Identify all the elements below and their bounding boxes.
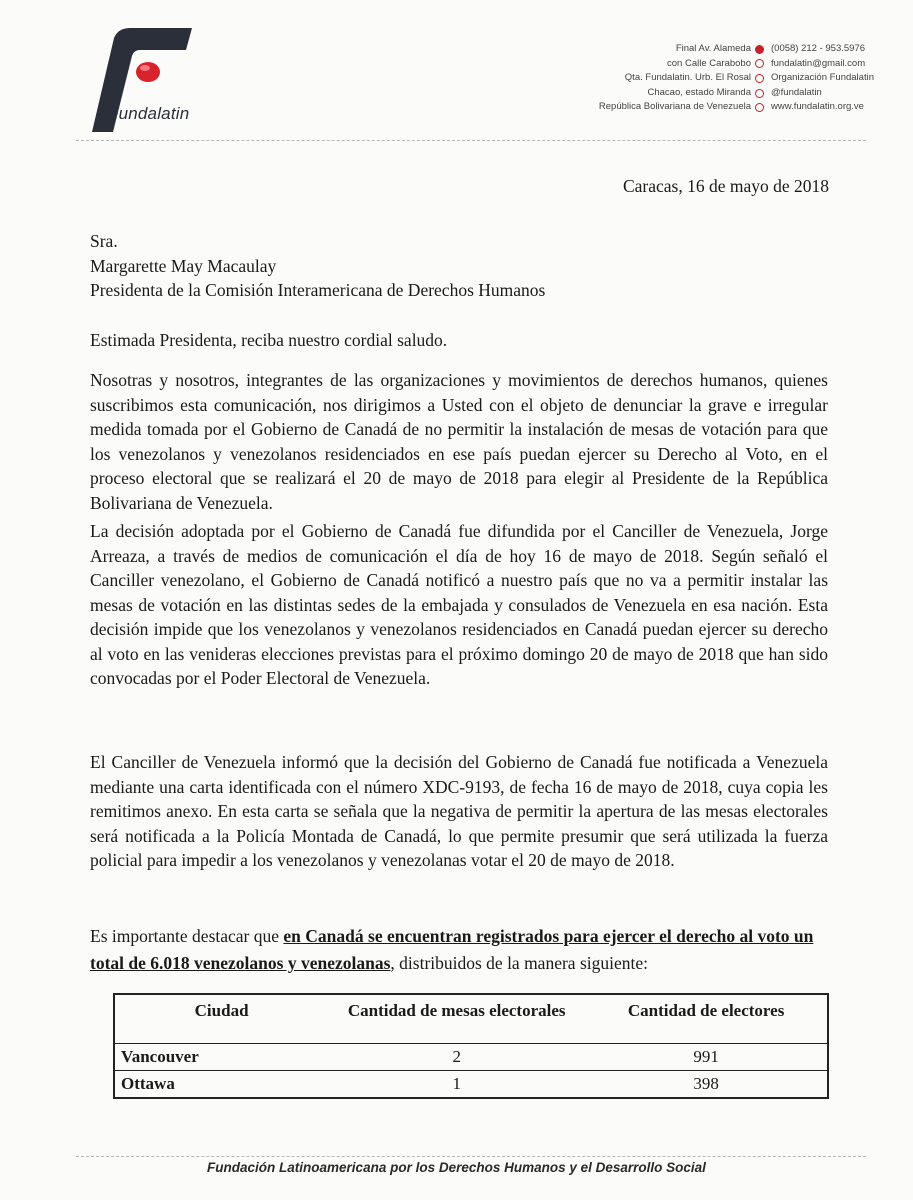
cell-tables: 2 bbox=[328, 1044, 585, 1071]
cell-voters: 991 bbox=[585, 1044, 828, 1071]
org-name: Fundalatin bbox=[108, 104, 190, 123]
header-city: Ciudad bbox=[114, 994, 328, 1044]
recipient-position: Presidenta de la Comisión Interamericana de Derechos Humanos bbox=[90, 280, 546, 300]
paragraph-3: El Canciller de Venezuela informó que la decisión del Gobierno de Canadá fue notificada a Venezuela mediante una carta identificada con el número XDC-9193, de fecha 16 de mayo de 2018, cuya copia les remitimos anexo. En esta carta se señala que la negativa de permitir la apertura de las mesas electorales será notificada a la Policía Montada de Canadá, lo que permite presumir que será utilizada la fuerza policial para impedir a los venezolanos y venezolanas votar el 20 de mayo de 2018. bbox=[90, 752, 828, 870]
address-line: Qta. Fundalatin. Urb. El Rosal bbox=[624, 72, 751, 84]
phone-text: (0058) 212 - 953.5976 bbox=[771, 43, 866, 54]
lead-sentence bbox=[90, 923, 835, 977]
lead-text-end: , distribuidos de la manera siguiente: bbox=[390, 953, 648, 973]
table-row bbox=[114, 1044, 828, 1071]
cell-voters: 398 bbox=[585, 1071, 828, 1099]
lead-text: Es importante destacar que bbox=[90, 926, 284, 946]
cell-city: Ottawa bbox=[114, 1071, 328, 1099]
contact-web bbox=[755, 100, 905, 115]
table-header-row bbox=[114, 994, 828, 1044]
contact-email bbox=[755, 57, 905, 72]
address-line: con Calle Carabobo bbox=[667, 57, 751, 69]
cell-city: Vancouver bbox=[114, 1044, 328, 1071]
paragraph-2: La decisión adoptada por el Gobierno de Canadá fue difundida por el Canciller de Venezuela, Jorge Arreaza, a través de medios de comunicación el día de hoy 16 de mayo de 2018. Según señaló el Canciller venezolano, el Gobierno de Canadá notificó a nuestro país que no va a permitir instalar las mesas de votación en las distintas sedes de la embajada y consulados de Venezuela en esa nación. Esta decisión impide que los venezolanos y venezolanos residenciados en Canadá puedan ejercer su derecho al voto en las venideras elecciones previstas para el próximo domingo 20 de mayo de 2018 que han sido convocadas por el Poder Electoral de Venezuela. bbox=[90, 521, 828, 688]
recipient-block bbox=[90, 229, 545, 303]
recipient-name: Margarette May Macaulay bbox=[90, 255, 277, 276]
web-icon bbox=[755, 103, 764, 112]
letter-date: Caracas, 16 de mayo de 2018 bbox=[622, 176, 829, 196]
facebook-icon bbox=[755, 74, 764, 83]
contact-block bbox=[755, 42, 905, 115]
email-text: fundalatin@gmail.com bbox=[771, 57, 866, 69]
header-divider bbox=[76, 140, 866, 141]
contact-facebook bbox=[755, 71, 905, 86]
twitter-text: @fundalatin bbox=[771, 86, 822, 98]
address-block bbox=[521, 42, 751, 115]
email-icon bbox=[755, 59, 764, 68]
paragraph-1: Nosotras y nosotros, integrantes de las organizaciones y movimientos de derechos humanos, quienes suscribimos esta comunicación, nos dirigimos a Usted con el objeto de denunciar la grave e irregular medida tomada por el Gobierno de Canadá de no permitir la instalación de mesas de votación para que los venezolanos y venezolanos residenciados en ese país puedan ejercer su Derecho al Voto, en el proceso electoral que se realizará el 20 de mayo de 2018 para elegir al Presidente de la República Bolivariana de Venezuela. bbox=[90, 370, 828, 513]
address-line: Chacao, estado Miranda bbox=[647, 86, 751, 98]
electors-table bbox=[113, 993, 829, 1099]
footer-text: Fundación Latinoamericana por los Derechos Humanos y el Desarrollo Social bbox=[207, 1160, 706, 1175]
phone-icon bbox=[755, 45, 764, 54]
table-row bbox=[114, 1071, 828, 1099]
cell-tables: 1 bbox=[328, 1071, 585, 1099]
contact-phone bbox=[755, 42, 905, 57]
header-tables: Cantidad de mesas electorales bbox=[328, 994, 585, 1044]
address-line: República Bolivariana de Venezuela bbox=[598, 101, 751, 113]
recipient-title: Sra. bbox=[90, 231, 118, 251]
header-voters: Cantidad de electores bbox=[585, 994, 828, 1044]
address-line: Final Av. Alameda bbox=[675, 43, 751, 54]
contact-twitter bbox=[755, 86, 905, 101]
footer-divider bbox=[76, 1156, 866, 1157]
facebook-text: Organización Fundalatin bbox=[771, 72, 874, 84]
salutation: Estimada Presidenta, reciba nuestro cordial saludo. bbox=[90, 330, 448, 350]
lead-highlight: en Canadá se encuentran registrados para ejercer el derecho al voto un total de 6.018 venezolanos y venezolanas bbox=[90, 926, 814, 973]
twitter-icon bbox=[755, 89, 764, 98]
web-text: www.fundalatin.org.ve bbox=[771, 101, 864, 113]
